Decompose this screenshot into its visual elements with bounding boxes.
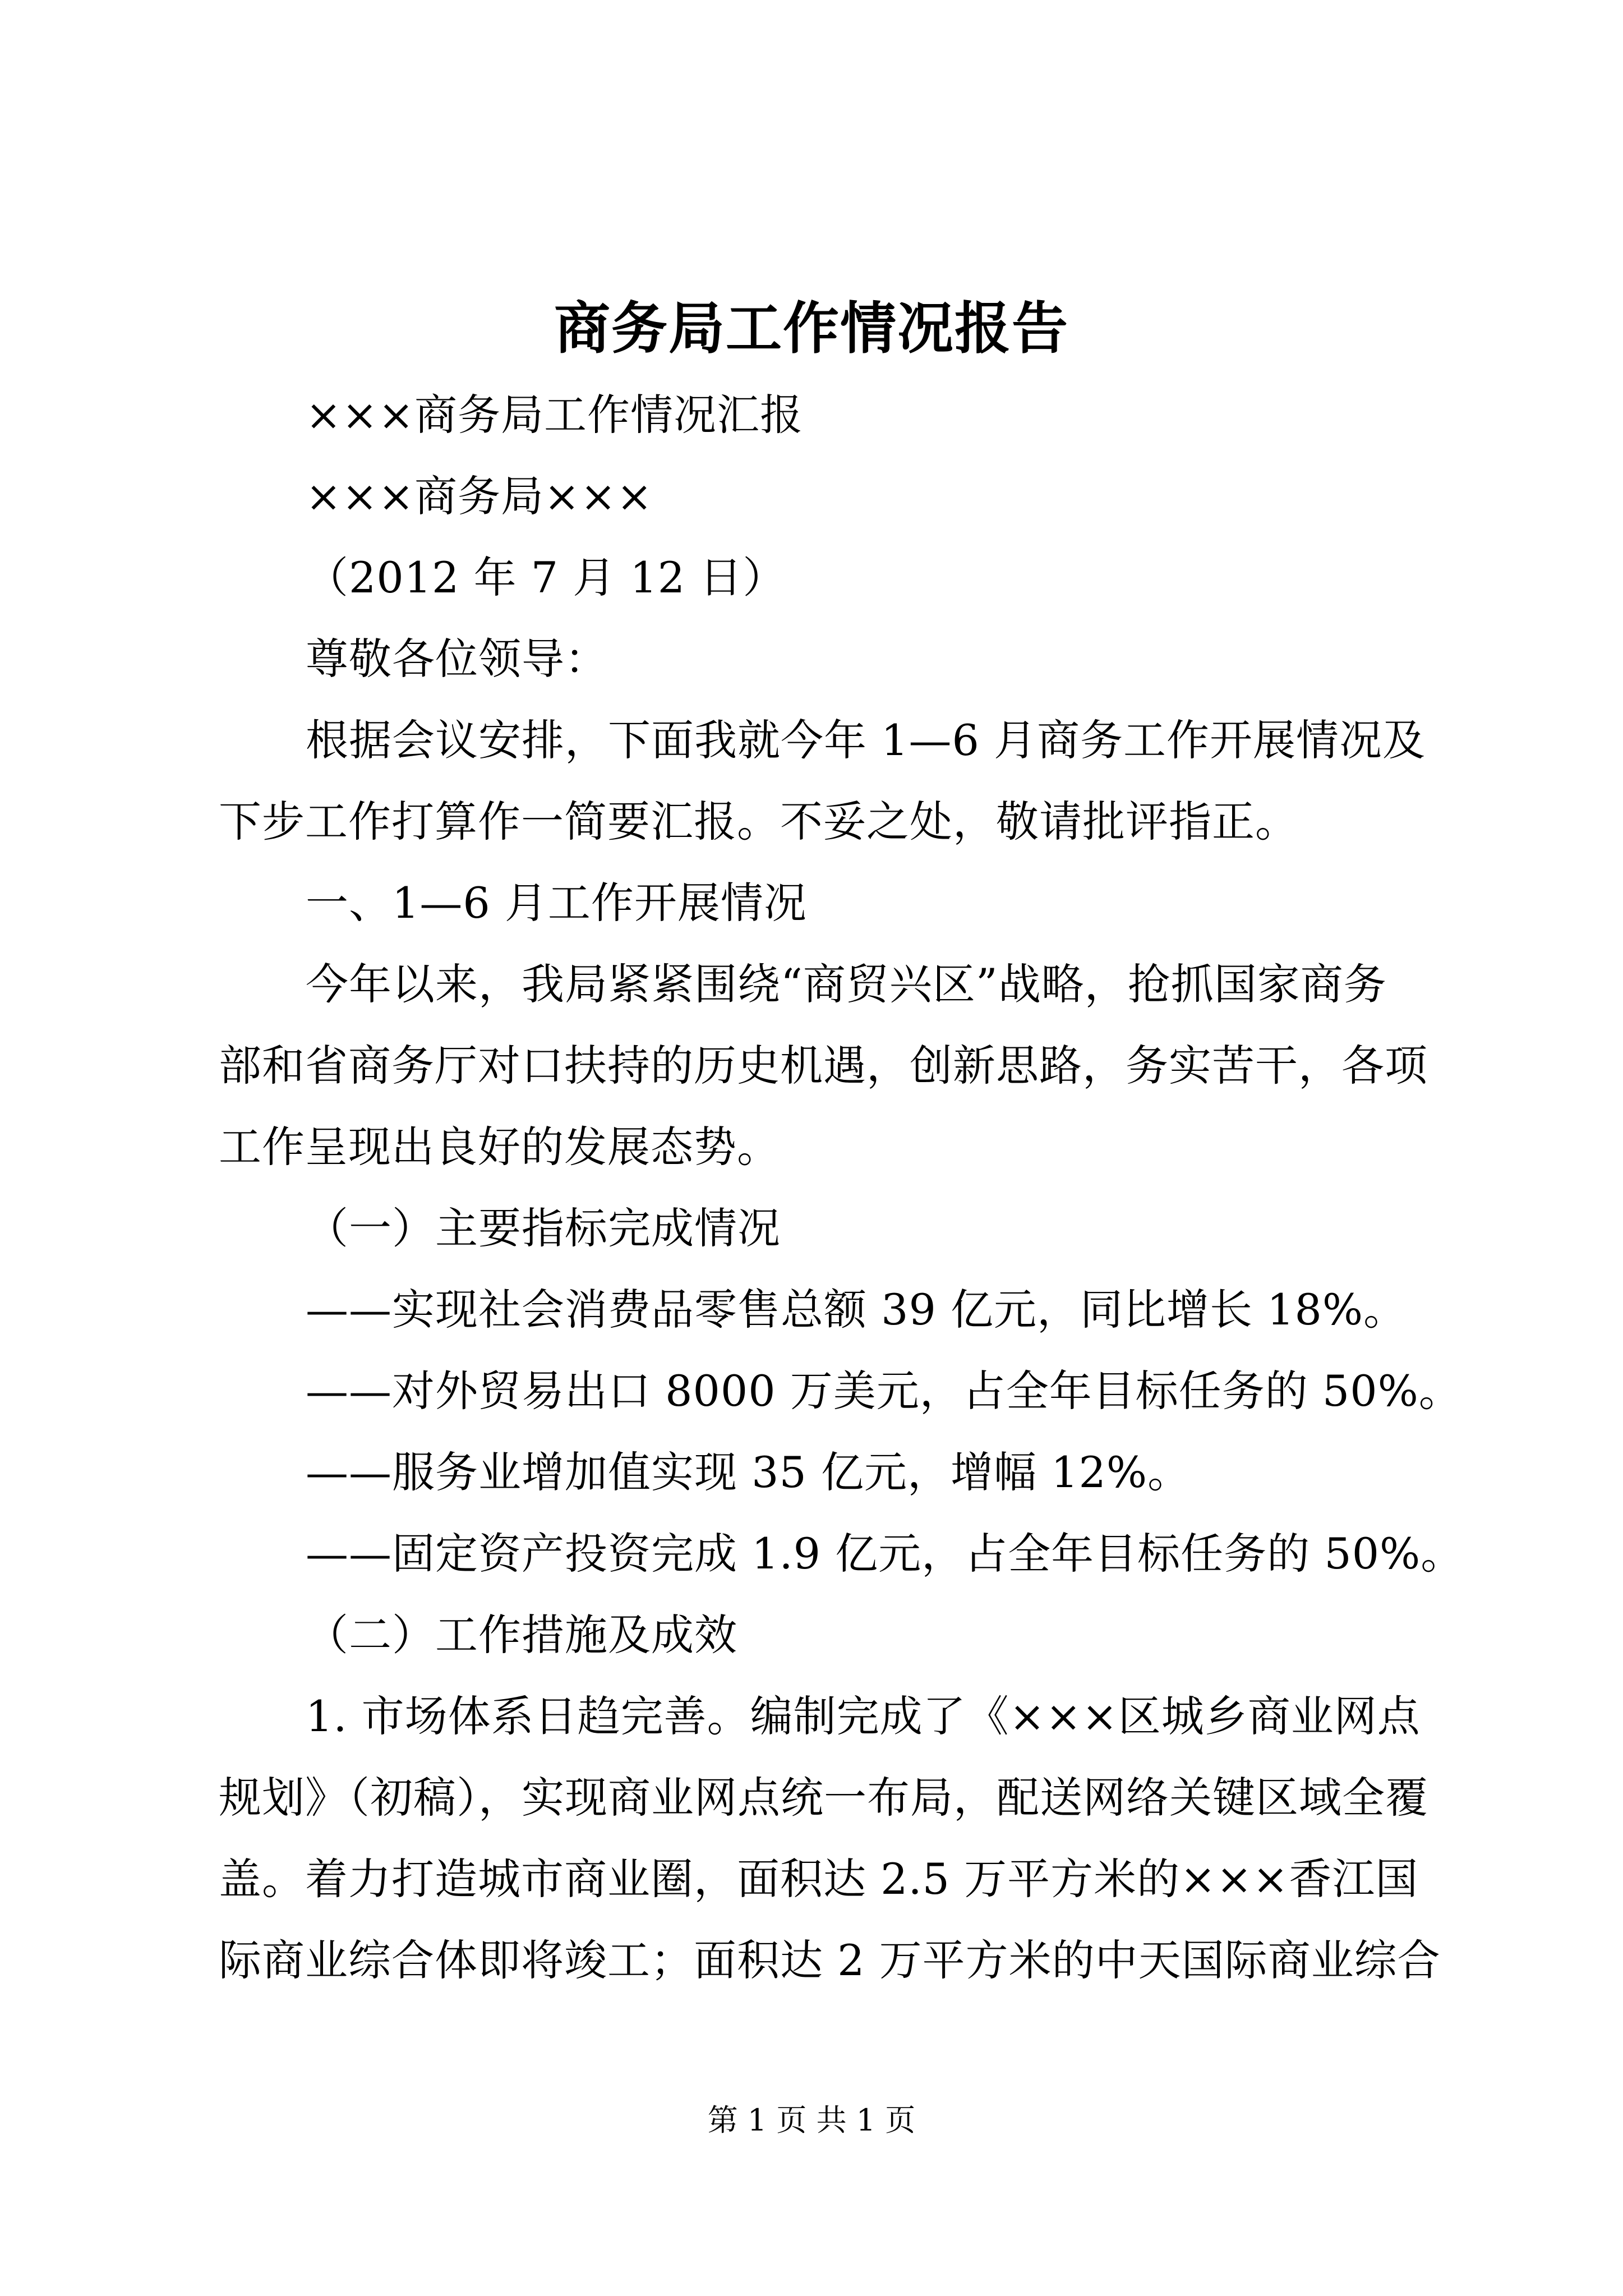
report-date: （2012 年 7 月 12 日） xyxy=(306,553,786,602)
subsection-heading: （一）主要指标完成情况 xyxy=(306,1203,781,1253)
page-footer: 第 1 页 共 1 页 xyxy=(707,2102,916,2138)
paragraph-line: 工作呈现出良好的发展态势。 xyxy=(219,1122,780,1172)
indicator-item: ——固定资产投资完成 1.9 亿元，占全年目标任务的 50%。 xyxy=(306,1529,1464,1579)
indicator-item: ——实现社会消费品零售总额 39 亿元，同比增长 18%。 xyxy=(306,1285,1407,1335)
document-title: 商务局工作情况报告 xyxy=(554,295,1069,361)
indicator-item: ——对外贸易出口 8000 万美元，占全年目标任务的 50%。 xyxy=(306,1366,1462,1416)
paragraph-line: 际商业综合体即将竣工；面积达 2 万平方米的中天国际商业综合 xyxy=(219,1935,1441,1985)
salutation: 尊敬各位领导： xyxy=(306,634,608,684)
indicator-item: ——服务业增加值实现 35 亿元，增幅 12%。 xyxy=(306,1447,1191,1497)
paragraph-line: 今年以来，我局紧紧围绕“商贸兴区”战略，抢抓国家商务 xyxy=(306,959,1387,1009)
subsection-heading: （二）工作措施及成效 xyxy=(306,1610,737,1660)
paragraph-line: 规划》（初稿），实现商业网点统一布局，配送网络关键区域全覆 xyxy=(219,1773,1428,1823)
report-heading: ×××商务局工作情况汇报 xyxy=(306,390,804,440)
section-heading: 一、1—6 月工作开展情况 xyxy=(306,878,807,928)
paragraph-line: 部和省商务厅对口扶持的历史机遇，创新思路，务实苦干，各项 xyxy=(219,1041,1428,1091)
paragraph-line: 下步工作打算作一简要汇报。不妥之处，敬请批评指正。 xyxy=(219,797,1298,846)
report-author: ×××商务局××× xyxy=(306,471,653,521)
paragraph-line: 根据会议安排，下面我就今年 1—6 月商务工作开展情况及 xyxy=(306,715,1426,765)
paragraph-line: 1. 市场体系日趋完善。编制完成了《×××区城乡商业网点 xyxy=(306,1691,1421,1741)
paragraph-line: 盖。着力打造城市商业圈，面积达 2.5 万平方米的×××香江国 xyxy=(219,1854,1419,1904)
